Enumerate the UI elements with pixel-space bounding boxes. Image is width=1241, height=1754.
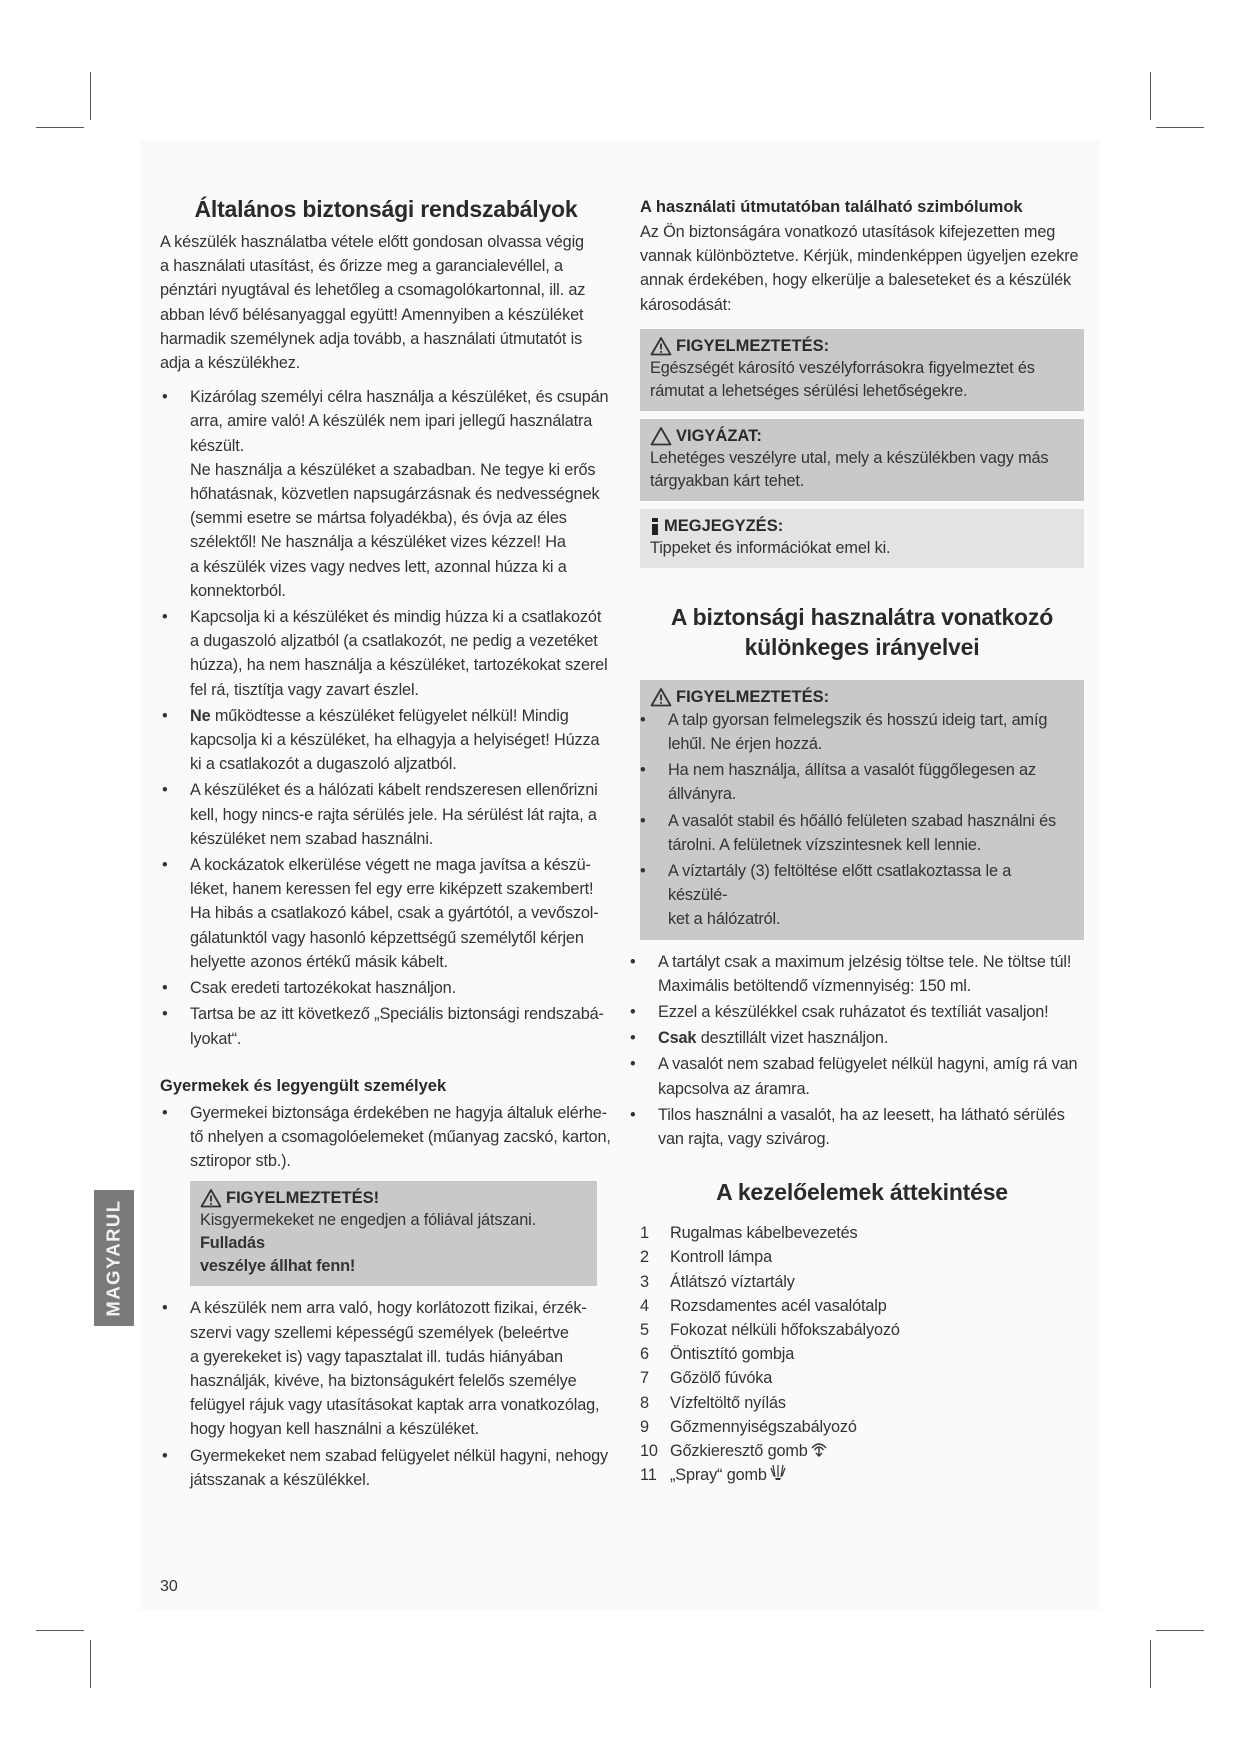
control-item bbox=[640, 1439, 1084, 1463]
control-label: Fokozat nélküli hőfokszabályozó bbox=[670, 1321, 900, 1340]
text-line: Tippeket és információkat emel ki. bbox=[650, 538, 891, 557]
control-label: Rozsdamentes acél vasalótalp bbox=[670, 1296, 887, 1315]
warning-box-title-row bbox=[650, 335, 1074, 357]
caution-box bbox=[640, 419, 1084, 501]
crop-mark bbox=[90, 1640, 91, 1688]
note-box-text bbox=[650, 537, 1074, 560]
control-number: 3 bbox=[640, 1272, 649, 1291]
list-item bbox=[160, 385, 612, 603]
control-item bbox=[640, 1245, 1084, 1269]
text-line: Csak eredeti tartozékokat használjon. bbox=[190, 979, 456, 998]
safety-bullet-list bbox=[160, 385, 612, 1050]
control-label: Gőzölő fúvóka bbox=[670, 1369, 773, 1388]
left-column bbox=[160, 194, 612, 1492]
control-number: 11 bbox=[640, 1466, 657, 1485]
control-number: 5 bbox=[640, 1321, 649, 1340]
child-warning-title-row bbox=[200, 1187, 587, 1209]
control-item bbox=[640, 1318, 1084, 1342]
text-line: gálatunktól vagy hasonló képzettségű személytől kérjen bbox=[190, 928, 584, 947]
text-line: hogy hogyan kell használni a készüléket. bbox=[190, 1420, 480, 1439]
text-line: szélektől! Ne használja a készüléket vizes kézzel! Ha bbox=[190, 533, 566, 552]
list-item bbox=[160, 976, 612, 1000]
control-item bbox=[640, 1463, 1084, 1487]
text-line: a gyerekeket is) vagy tapasztalat ill. tudás hiányában bbox=[190, 1347, 563, 1366]
text-line: A tartályt csak a maximum jelzésig töltse tele. Ne töltse túl! bbox=[658, 952, 1072, 971]
text-line: készült. bbox=[190, 436, 244, 455]
special-bullet-list bbox=[628, 950, 1084, 1152]
text-line: Ha hibás a csatlakozó kábel, csak a gyártótól, a vevőszol- bbox=[190, 904, 599, 923]
text-line: szervi vagy szellemi képességű személyek (beleértve bbox=[190, 1323, 569, 1342]
text-line: állványra. bbox=[668, 785, 737, 804]
bold-lead-word: Csak bbox=[658, 1029, 697, 1048]
crop-mark bbox=[1156, 127, 1204, 128]
text-line: Tilos használni a vasalót, ha az leesett, ha látható sérülés bbox=[658, 1105, 1065, 1124]
text-line: Ha nem használja, állítsa a vasalót függőlegesen az bbox=[668, 761, 1036, 780]
child-warning-title: FIGYELMEZTETÉS! bbox=[226, 1189, 380, 1208]
text-line: játsszanak a készülékkel. bbox=[190, 1470, 370, 1489]
text-line: hőhatásnak, közvetlen napsugárzásnak és nedvességnek bbox=[190, 485, 600, 504]
text-line: működtesse a készüléket felügyelet nélkül! Mindig bbox=[210, 706, 569, 725]
crop-mark bbox=[1150, 1640, 1151, 1688]
control-number: 7 bbox=[640, 1369, 649, 1388]
control-label: Gőzkieresztő gomb bbox=[670, 1442, 808, 1461]
symbols-intro bbox=[640, 220, 1084, 317]
control-item bbox=[640, 1221, 1084, 1245]
control-label: Rugalmas kábelbevezetés bbox=[670, 1224, 858, 1243]
list-item bbox=[160, 605, 612, 702]
controls-list bbox=[640, 1221, 1084, 1487]
control-number: 10 bbox=[640, 1442, 658, 1461]
text-line: van rajta, vagy szivárog. bbox=[658, 1130, 830, 1149]
language-tab-label: MAGYARUL bbox=[103, 1199, 124, 1317]
list-item bbox=[160, 1296, 612, 1441]
text-line: A készüléket és a hálózati kábelt rendszeresen ellenőrizni bbox=[190, 781, 598, 800]
text-line: Lehetéges veszélyre utal, mely a készülékben vagy más bbox=[650, 448, 1049, 467]
text-line: Tartsa be az itt következő „Speciális biztonsági rendszabá- bbox=[190, 1005, 604, 1024]
spray-icon bbox=[769, 1463, 787, 1481]
text-line: A víztartály (3) feltöltése előtt csatlakoztassa le a készülé- bbox=[668, 862, 1012, 905]
control-label: „Spray“ gomb bbox=[670, 1466, 767, 1485]
text-line: léket, hanem keressen fel egy erre kiképzett szakembert! bbox=[190, 880, 594, 899]
language-tab bbox=[94, 1190, 134, 1326]
text-line: a készülék vizes vagy nedves lett, azonnal húzza ki a bbox=[190, 557, 567, 576]
list-item bbox=[160, 704, 612, 777]
text-line: tő nhelyen a csomagolóelemeket (műanyag zacskó, karton, bbox=[190, 1127, 611, 1146]
child-warning-bold: Fulladás bbox=[200, 1234, 265, 1253]
note-box-title: MEGJEGYZÉS: bbox=[664, 516, 784, 535]
text-line: Maximális betöltendő vízmennyiség: 150 ml. bbox=[658, 976, 972, 995]
text-line: helyette azonos értékű másik kábelt. bbox=[190, 952, 448, 971]
control-item bbox=[640, 1270, 1084, 1294]
child-warning-text bbox=[200, 1209, 587, 1278]
child-warning-line: Kisgyermekeket ne engedjen a fóliával játszani. bbox=[200, 1211, 536, 1230]
text-line: a használati utasítást, és őrizze meg a garancialevéllel, a bbox=[160, 257, 563, 276]
note-box bbox=[640, 509, 1084, 568]
control-label: Átlátszó víztartály bbox=[670, 1272, 795, 1291]
control-number: 6 bbox=[640, 1345, 649, 1364]
warning-box-text bbox=[650, 357, 1074, 403]
text-line: annak érdekében, hogy elkerülje a baleseteket és a készülék bbox=[640, 271, 1072, 290]
text-line: abban lévő bélésanyaggal együtt! Amennyiben a készüléket bbox=[160, 305, 584, 324]
special-warning-list bbox=[638, 708, 1074, 932]
special-warning-title-row bbox=[650, 686, 1074, 708]
right-column bbox=[640, 196, 1084, 1488]
text-line: felügyel rájuk vagy utasításokat kaptak arra vonatkozólag, bbox=[190, 1396, 600, 1415]
crop-mark bbox=[36, 1630, 84, 1631]
warning-triangle-icon bbox=[650, 336, 672, 356]
children-heading: Gyermekek és legyengült személyek bbox=[160, 1076, 447, 1095]
text-line: Ne használja a készüléket a szabadban. Ne tegye ki erős bbox=[190, 460, 596, 479]
warning-box-title: FIGYELMEZTETÉS: bbox=[676, 336, 830, 355]
note-box-title-row bbox=[650, 515, 1074, 537]
children-bullet-list-2 bbox=[160, 1296, 612, 1492]
control-item bbox=[640, 1294, 1084, 1318]
child-warning-bold: veszélye állhat fenn! bbox=[200, 1257, 356, 1276]
list-item bbox=[628, 1052, 1084, 1100]
text-line: készüléket nem szabad használni. bbox=[190, 829, 434, 848]
text-line: Gyermekei biztonsága érdekében ne hagyja általuk elérhe- bbox=[190, 1103, 607, 1122]
text-line: A készülék használatba vétele előtt gondosan olvassa végig bbox=[160, 233, 584, 251]
text-line: Gyermekeket nem szabad felügyelet nélkül hagyni, nehogy bbox=[190, 1446, 609, 1465]
child-warning-box bbox=[190, 1181, 597, 1286]
control-item bbox=[640, 1366, 1084, 1390]
control-item bbox=[640, 1415, 1084, 1439]
text-line: vannak különböztetve. Kérjük, mindenképpen ügyeljen ezekre bbox=[640, 247, 1079, 266]
text-line: desztillált vizet használjon. bbox=[696, 1029, 889, 1048]
control-number: 9 bbox=[640, 1417, 649, 1436]
controls-title: A kezelőelemek áttekintése bbox=[716, 1179, 1008, 1206]
text-line: A talp gyorsan felmelegszik és hosszú ideig tart, amíg bbox=[668, 710, 1048, 729]
control-label: Gőzmennyiségszabályozó bbox=[670, 1417, 857, 1436]
control-item bbox=[640, 1391, 1084, 1415]
info-icon bbox=[650, 516, 660, 536]
text-line: Az Ön biztonságára vonatkozó utasítások kifejezetten meg bbox=[640, 223, 1056, 241]
text-line: károsodását: bbox=[640, 295, 732, 314]
special-safety-title bbox=[640, 602, 1084, 662]
text-line: A készülék nem arra való, hogy korlátozott fizikai, érzék- bbox=[190, 1299, 587, 1318]
list-item bbox=[160, 1002, 612, 1050]
special-warning-title: FIGYELMEZTETÉS: bbox=[676, 687, 830, 706]
control-number: 1 bbox=[640, 1224, 649, 1243]
text-line: Kizárólag személyi célra használja a készüléket, és csupán bbox=[190, 388, 609, 407]
warning-box bbox=[640, 329, 1084, 411]
list-item bbox=[638, 758, 1074, 806]
caution-box-title: VIGYÁZAT: bbox=[676, 426, 762, 445]
text-line: sztiropor stb.). bbox=[190, 1152, 291, 1171]
text-line: ket a hálózatról. bbox=[668, 910, 781, 929]
warning-triangle-icon bbox=[650, 687, 672, 707]
crop-mark bbox=[1150, 72, 1151, 120]
caution-box-text bbox=[650, 447, 1074, 493]
steam-shot-icon bbox=[810, 1439, 828, 1457]
intro-paragraph bbox=[160, 230, 612, 375]
text-line: (semmi esetre se mártsa folyadékba), és óvja az éles bbox=[190, 509, 567, 528]
text-line: rámutat a lehetséges sérülési lehetőségekre. bbox=[650, 381, 968, 400]
control-number: 2 bbox=[640, 1248, 649, 1267]
text-line: lehűl. Ne érjen hozzá. bbox=[668, 735, 823, 754]
list-item bbox=[638, 859, 1074, 932]
text-line: fel rá, tisztítja vagy zavart észlel. bbox=[190, 680, 419, 699]
page-number: 30 bbox=[160, 1578, 178, 1595]
special-warning-box bbox=[640, 680, 1084, 940]
list-item bbox=[628, 950, 1084, 998]
control-number: 8 bbox=[640, 1393, 649, 1412]
text-line: tárolni. A felületnek vízszintesnek kell lennie. bbox=[668, 835, 982, 854]
special-safety-title-line: A biztonsági hasznalátra vonatkozó bbox=[670, 603, 1054, 630]
control-label: Kontroll lámpa bbox=[670, 1248, 772, 1267]
list-item bbox=[160, 1444, 612, 1492]
crop-mark bbox=[90, 72, 91, 120]
list-item bbox=[628, 1026, 1084, 1050]
list-item bbox=[160, 778, 612, 851]
crop-mark bbox=[1156, 1630, 1204, 1631]
text-line: A kockázatok elkerülése végett ne maga javítsa a készü- bbox=[190, 856, 591, 875]
text-line: adja a készülékhez. bbox=[160, 354, 301, 373]
general-safety-title: Általános biztonsági rendszabályok bbox=[194, 196, 578, 222]
text-line: Kapcsolja ki a készüléket és mindig húzza ki a csatlakozót bbox=[190, 608, 602, 627]
text-line: kapcsolja ki a készüléket, ha elhagyja a helyiséget! Húzza bbox=[190, 731, 600, 750]
list-item bbox=[628, 1103, 1084, 1151]
text-line: A vasalót nem szabad felügyelet nélkül hagyni, amíg rá van bbox=[658, 1055, 1078, 1074]
text-line: húzza), ha nem használja a készüléket, tartozékokat szerel bbox=[190, 656, 608, 675]
text-line: pénztári nyugtával és lehetőleg a csomagolókartonnal, ill. az bbox=[160, 281, 586, 300]
control-label: Öntisztító gombja bbox=[670, 1345, 795, 1364]
special-safety-title-line: különkeges irányelvei bbox=[744, 633, 980, 660]
text-line: A vasalót stabil és hőálló felületen szabad használni és bbox=[668, 811, 1057, 830]
text-line: használják, kivéve, ha biztonságukért felelős személye bbox=[190, 1371, 577, 1390]
text-line: lyokat“. bbox=[190, 1029, 242, 1048]
control-label: Vízfeltöltő nyílás bbox=[670, 1393, 786, 1412]
symbols-heading: A használati útmutatóban található szimbólumok bbox=[640, 198, 1023, 216]
text-line: arra, amire való! A készülék nem ipari jellegű használatra bbox=[190, 412, 593, 431]
caution-box-title-row bbox=[650, 425, 1074, 447]
list-item bbox=[638, 708, 1074, 756]
text-line: kapcsolva az áramra. bbox=[658, 1079, 810, 1098]
warning-triangle-icon bbox=[200, 1188, 222, 1208]
list-item bbox=[628, 1000, 1084, 1024]
text-line: a dugaszoló aljzatból (a csatlakozót, ne pedig a vezetéket bbox=[190, 632, 598, 651]
list-item bbox=[160, 853, 612, 974]
caution-triangle-icon bbox=[650, 426, 672, 446]
text-line: harmadik személynek adja tovább, a használati útmutatót is bbox=[160, 329, 583, 348]
control-number: 4 bbox=[640, 1296, 649, 1315]
text-line: Egészségét károsító veszélyforrásokra figyelmeztet és bbox=[650, 358, 1035, 377]
crop-mark bbox=[36, 127, 84, 128]
children-bullet-list bbox=[160, 1101, 612, 1174]
list-item bbox=[638, 809, 1074, 857]
text-line: ki a csatlakozót a dugaszoló aljzatból. bbox=[190, 755, 457, 774]
control-item bbox=[640, 1342, 1084, 1366]
bold-lead-word: Ne bbox=[190, 706, 211, 725]
text-line: kell, hogy nincs-e rajta sérülés jele. Ha sérülést lát rajta, a bbox=[190, 805, 597, 824]
text-line: konnektorból. bbox=[190, 581, 286, 600]
text-line: tárgyakban kárt tehet. bbox=[650, 471, 805, 490]
list-item bbox=[160, 1101, 612, 1174]
text-line: Ezzel a készülékkel csak ruházatot és textíliát vasaljon! bbox=[658, 1003, 1049, 1022]
